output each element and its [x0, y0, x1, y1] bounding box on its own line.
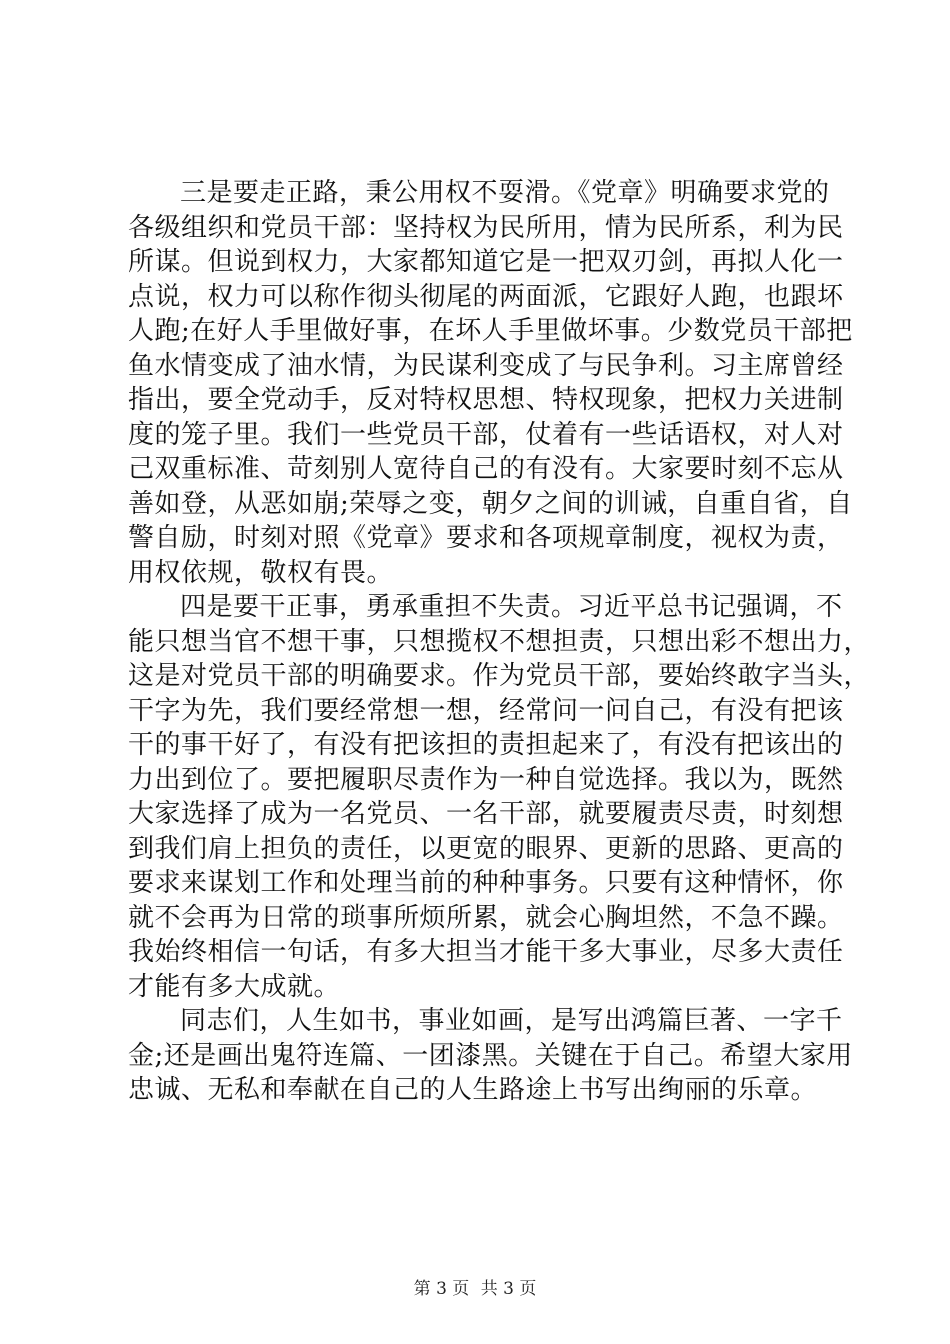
paragraph: [128, 590, 871, 1004]
text-line: 金;还是画出鬼符连篇、一团漆黑。关键在于自己。希望大家用: [128, 1040, 853, 1071]
text-line: 干的事干好了，有没有把该担的责担起来了，有没有把该出的: [128, 730, 844, 760]
text-line: 各级组织和党员干部：坚持权为民所用，情为民所系，利为民: [128, 212, 844, 243]
text-line: 干字为先，我们要经常想一想，经常问一问自己，有没有把该: [128, 695, 844, 726]
paragraph: [128, 176, 853, 590]
text-line: 善如登，从恶如崩;荣辱之变，朝夕之间的训诫，自重自省，自: [128, 488, 853, 519]
text-line: 力出到位了。要把履职尽责作为一种自觉选择。我以为，既然: [128, 764, 844, 795]
text-line: 这是对党员干部的明确要求。作为党员干部，要始终敢字当头，: [128, 661, 871, 691]
text-line: 到我们肩上担负的责任，以更宽的眼界、更新的思路、更高的: [128, 833, 844, 864]
text-line: 忠诚、无私和奉献在自己的人生路途上书写出绚丽的乐章。: [128, 1075, 818, 1105]
text-line: 我始终相信一句话，有多大担当才能干多大事业，尽多大责任: [128, 937, 844, 967]
page-number: 第 3 页: [413, 1279, 470, 1299]
text-line: 三是要走正路，秉公用权不耍滑。《党章》明确要求党的: [180, 178, 830, 208]
page-footer: [0, 1274, 950, 1299]
text-line: 用权依规，敬权有畏。: [128, 557, 394, 588]
text-line: 大家选择了成为一名党员、一名干部，就要履责尽责，时刻想: [128, 799, 844, 829]
text-line: 指出，要全党动手，反对特权思想、特权现象，把权力关进制: [128, 385, 844, 415]
text-line: 人跑;在好人手里做好事，在坏人手里做坏事。少数党员干部把: [128, 316, 853, 346]
text-line: 警自励，时刻对照《党章》要求和各项规章制度，视权为责，: [128, 523, 844, 553]
text-line: 所谋。但说到权力，大家都知道它是一把双刃剑，再拟人化一: [128, 247, 844, 277]
text-line: 要求来谋划工作和处理当前的种种事务。只要有这种情怀，你: [128, 868, 844, 898]
document-body: [128, 176, 871, 1108]
text-line: 己双重标准、苛刻别人宽待自己的有没有。大家要时刻不忘从: [128, 454, 844, 484]
text-line: 能只想当官不想干事，只想揽权不想担责，只想出彩不想出力，: [128, 626, 871, 657]
text-line: 同志们，人生如书，事业如画，是写出鸿篇巨著、一字千: [180, 1006, 843, 1036]
page-total: 共 3 页: [480, 1279, 537, 1299]
text-line: 度的笼子里。我们一些党员干部，仗着有一些话语权，对人对: [128, 419, 844, 450]
text-line: 才能有多大成就。: [128, 971, 341, 1002]
text-line: 点说，权力可以称作彻头彻尾的两面派，它跟好人跑，也跟坏: [128, 281, 844, 312]
text-line: 四是要干正事，勇承重担不失责。习近平总书记强调，不: [180, 592, 843, 622]
text-line: 就不会再为日常的琐事所烦所累，就会心胸坦然，不急不躁。: [128, 902, 844, 933]
text-line: 鱼水情变成了油水情，为民谋利变成了与民争利。习主席曾经: [128, 350, 844, 381]
paragraph: [128, 1004, 853, 1108]
